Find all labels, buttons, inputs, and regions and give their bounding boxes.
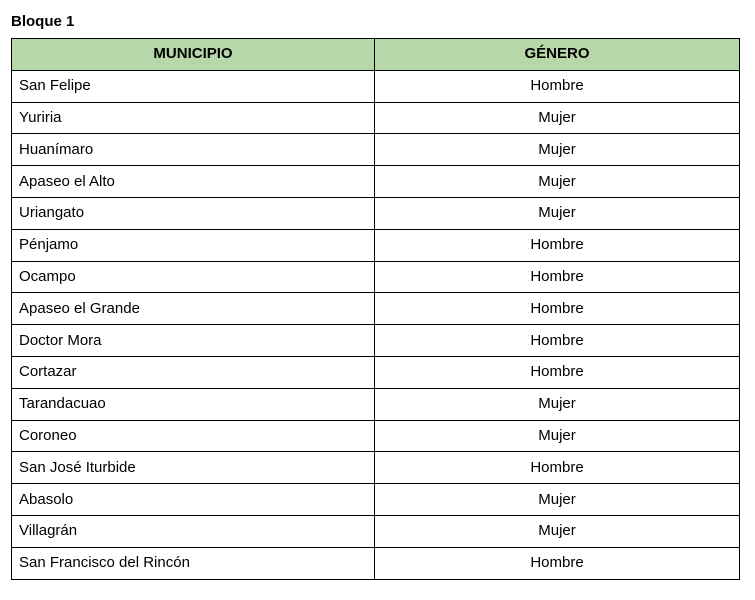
table-row [12,484,740,516]
genero-cell: Mujer [375,197,740,229]
genero-cell: Mujer [375,420,740,452]
municipio-cell: Apaseo el Grande [12,293,375,325]
genero-cell: Mujer [375,515,740,547]
municipio-cell: Uriangato [12,197,375,229]
genero-cell: Hombre [375,325,740,357]
column-header-municipio: MUNICIPIO [12,39,375,71]
table-row [12,325,740,357]
table-row [12,261,740,293]
municipio-cell: San Felipe [12,70,375,102]
municipio-cell: San Francisco del Rincón [12,547,375,579]
municipio-cell: Villagrán [12,515,375,547]
table-row [12,102,740,134]
municipio-cell: Doctor Mora [12,325,375,357]
genero-cell: Hombre [375,356,740,388]
table-row [12,229,740,261]
genero-cell: Mujer [375,484,740,516]
municipio-cell: Apaseo el Alto [12,166,375,198]
table-header-row [12,39,740,71]
municipio-cell: Abasolo [12,484,375,516]
table-row [12,166,740,198]
table-row [12,420,740,452]
column-header-genero: GÉNERO [375,39,740,71]
municipio-cell: Ocampo [12,261,375,293]
table-row [12,388,740,420]
genero-cell: Mujer [375,388,740,420]
genero-cell: Hombre [375,547,740,579]
table-row [12,134,740,166]
table-row [12,197,740,229]
table-row [12,356,740,388]
municipio-cell: Yuriria [12,102,375,134]
genero-cell: Hombre [375,229,740,261]
genero-cell: Mujer [375,134,740,166]
municipio-cell: San José Iturbide [12,452,375,484]
genero-cell: Hombre [375,261,740,293]
genero-cell: Mujer [375,166,740,198]
municipio-cell: Huanímaro [12,134,375,166]
municipio-cell: Coroneo [12,420,375,452]
genero-cell: Hombre [375,70,740,102]
table-row [12,293,740,325]
genero-cell: Hombre [375,452,740,484]
genero-cell: Hombre [375,293,740,325]
municipios-table [11,38,740,580]
table-body [12,70,740,579]
genero-cell: Mujer [375,102,740,134]
municipio-cell: Tarandacuao [12,388,375,420]
table-row [12,547,740,579]
block-title: Bloque 1 [11,13,75,30]
table-row [12,515,740,547]
municipio-cell: Pénjamo [12,229,375,261]
table-row [12,70,740,102]
municipio-cell: Cortazar [12,356,375,388]
table-row [12,452,740,484]
